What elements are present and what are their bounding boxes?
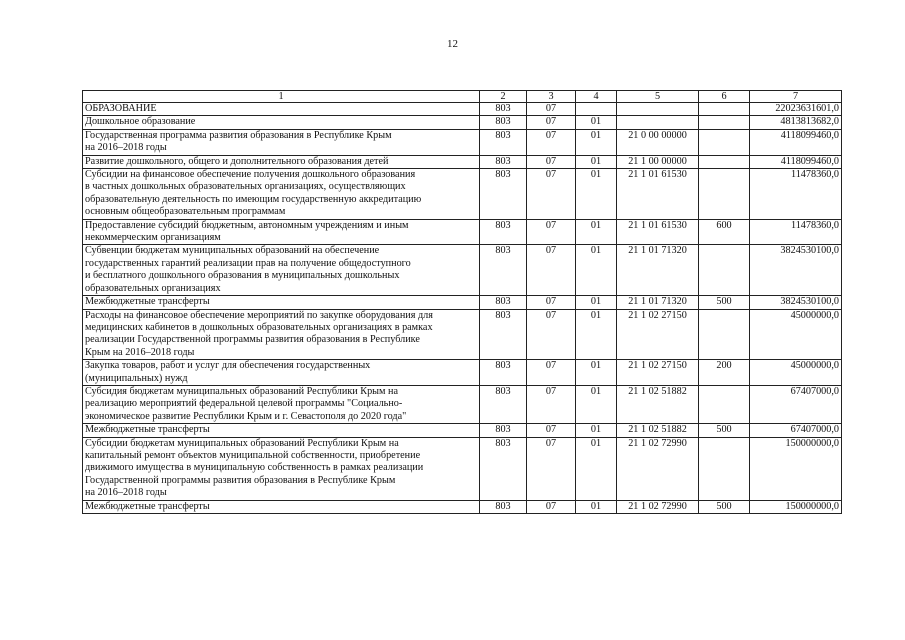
subsection-code-cell: 01: [576, 309, 617, 360]
amount-cell: 4118099460,0: [750, 129, 842, 155]
section-code-cell: 07: [527, 129, 576, 155]
ministry-code-cell: 803: [480, 245, 527, 296]
section-code-cell: 07: [527, 245, 576, 296]
page-number: 12: [447, 38, 458, 50]
subsection-code-cell: 01: [576, 385, 617, 423]
ministry-code-cell: 803: [480, 219, 527, 245]
row-name-cell: ОБРАЗОВАНИЕ: [83, 103, 480, 116]
ministry-code-cell: 803: [480, 129, 527, 155]
table-row: [83, 437, 842, 500]
expense-type-cell: [699, 385, 750, 423]
expense-type-cell: 500: [699, 424, 750, 437]
expense-type-cell: [699, 116, 750, 129]
target-code-cell: 21 1 02 27150: [617, 309, 699, 360]
row-name-cell: Развитие дошкольного, общего и дополнительного образования детей: [83, 155, 480, 168]
amount-cell: 22023631601,0: [750, 103, 842, 116]
expense-type-cell: [699, 309, 750, 360]
ministry-code-cell: 803: [480, 155, 527, 168]
row-name-cell: Предоставление субсидий бюджетным, автономным учреждениям и иным некоммерческим организациям: [83, 219, 480, 245]
section-code-cell: 07: [527, 360, 576, 386]
expense-type-cell: 500: [699, 500, 750, 513]
expense-type-cell: 500: [699, 296, 750, 309]
row-name-cell: Межбюджетные трансферты: [83, 424, 480, 437]
target-code-cell: 21 1 02 72990: [617, 500, 699, 513]
target-code-cell: 21 0 00 00000: [617, 129, 699, 155]
table-row: [83, 245, 842, 296]
section-code-cell: 07: [527, 155, 576, 168]
ministry-code-cell: 803: [480, 309, 527, 360]
amount-cell: 4118099460,0: [750, 155, 842, 168]
amount-cell: 11478360,0: [750, 219, 842, 245]
ministry-code-cell: 803: [480, 296, 527, 309]
subsection-code-cell: 01: [576, 219, 617, 245]
column-header: 7: [750, 91, 842, 103]
table-row: [83, 169, 842, 220]
column-header: 5: [617, 91, 699, 103]
target-code-cell: 21 1 01 71320: [617, 245, 699, 296]
ministry-code-cell: 803: [480, 424, 527, 437]
amount-cell: 67407000,0: [750, 385, 842, 423]
section-code-cell: 07: [527, 385, 576, 423]
target-code-cell: 21 1 02 51882: [617, 385, 699, 423]
ministry-code-cell: 803: [480, 360, 527, 386]
table-row: [83, 296, 842, 309]
table-row: [83, 360, 842, 386]
subsection-code-cell: 01: [576, 116, 617, 129]
expense-type-cell: 200: [699, 360, 750, 386]
amount-cell: 67407000,0: [750, 424, 842, 437]
amount-cell: 4813813682,0: [750, 116, 842, 129]
amount-cell: 45000000,0: [750, 360, 842, 386]
expense-type-cell: [699, 437, 750, 500]
expense-type-cell: [699, 129, 750, 155]
expense-type-cell: [699, 245, 750, 296]
target-code-cell: [617, 103, 699, 116]
table-row: [83, 155, 842, 168]
column-header: 2: [480, 91, 527, 103]
table-row: [83, 385, 842, 423]
section-code-cell: 07: [527, 219, 576, 245]
section-code-cell: 07: [527, 437, 576, 500]
ministry-code-cell: 803: [480, 500, 527, 513]
subsection-code-cell: 01: [576, 360, 617, 386]
ministry-code-cell: 803: [480, 103, 527, 116]
subsection-code-cell: 01: [576, 437, 617, 500]
amount-cell: 150000000,0: [750, 500, 842, 513]
row-name-cell: Расходы на финансовое обеспечение мероприятий по закупке оборудования для медицинских кабинетов в дошкольных образовательных организациях в рамках реализации Государственной программы развития образования в Республике Крым на 2016–2018 годы: [83, 309, 480, 360]
table-row: [83, 424, 842, 437]
row-name-cell: Дошкольное образование: [83, 116, 480, 129]
subsection-code-cell: 01: [576, 129, 617, 155]
row-name-cell: Закупка товаров, работ и услуг для обеспечения государственных (муниципальных) нужд: [83, 360, 480, 386]
row-name-cell: Межбюджетные трансферты: [83, 296, 480, 309]
amount-cell: 11478360,0: [750, 169, 842, 220]
column-header: 4: [576, 91, 617, 103]
table-row: [83, 129, 842, 155]
section-code-cell: 07: [527, 116, 576, 129]
ministry-code-cell: 803: [480, 385, 527, 423]
table-row: [83, 309, 842, 360]
section-code-cell: 07: [527, 309, 576, 360]
expense-type-cell: [699, 155, 750, 168]
ministry-code-cell: 803: [480, 116, 527, 129]
subsection-code-cell: 01: [576, 296, 617, 309]
expense-type-cell: [699, 103, 750, 116]
row-name-cell: Межбюджетные трансферты: [83, 500, 480, 513]
target-code-cell: 21 1 01 61530: [617, 169, 699, 220]
amount-cell: 45000000,0: [750, 309, 842, 360]
column-header: 3: [527, 91, 576, 103]
expense-type-cell: 600: [699, 219, 750, 245]
budget-table: [82, 90, 842, 514]
column-header: 6: [699, 91, 750, 103]
expense-type-cell: [699, 169, 750, 220]
target-code-cell: [617, 116, 699, 129]
section-code-cell: 07: [527, 169, 576, 220]
section-code-cell: 07: [527, 103, 576, 116]
table-row: [83, 500, 842, 513]
table-header-row: [83, 91, 842, 103]
target-code-cell: 21 1 00 00000: [617, 155, 699, 168]
target-code-cell: 21 1 02 51882: [617, 424, 699, 437]
target-code-cell: 21 1 01 61530: [617, 219, 699, 245]
row-name-cell: Субсидии бюджетам муниципальных образований Республики Крым на капитальный ремонт объектов муниципальной собственности, приобретение движимого имущества в муниципальную собственность в рамках реализации Государственной программы развития образования в Республике Крым на 2016–2018 годы: [83, 437, 480, 500]
table-row: [83, 116, 842, 129]
amount-cell: 3824530100,0: [750, 245, 842, 296]
subsection-code-cell: 01: [576, 245, 617, 296]
section-code-cell: 07: [527, 500, 576, 513]
table-row: [83, 219, 842, 245]
subsection-code-cell: 01: [576, 169, 617, 220]
amount-cell: 3824530100,0: [750, 296, 842, 309]
ministry-code-cell: 803: [480, 437, 527, 500]
row-name-cell: Субсидия бюджетам муниципальных образований Республики Крым на реализацию мероприятий федеральной целевой программы "Социально- экономическое развитие Республики Крым и г. Севастополя до 2020 года": [83, 385, 480, 423]
subsection-code-cell: 01: [576, 424, 617, 437]
table-row: [83, 103, 842, 116]
section-code-cell: 07: [527, 296, 576, 309]
amount-cell: 150000000,0: [750, 437, 842, 500]
section-code-cell: 07: [527, 424, 576, 437]
column-header: 1: [83, 91, 480, 103]
target-code-cell: 21 1 02 27150: [617, 360, 699, 386]
subsection-code-cell: 01: [576, 155, 617, 168]
target-code-cell: 21 1 01 71320: [617, 296, 699, 309]
subsection-code-cell: 01: [576, 500, 617, 513]
subsection-code-cell: [576, 103, 617, 116]
row-name-cell: Субвенции бюджетам муниципальных образований на обеспечение государственных гарантий реализации прав на получение общедоступного и бесплатного дошкольного образования в муниципальных дошкольных образовательных организациях: [83, 245, 480, 296]
row-name-cell: Субсидии на финансовое обеспечение получения дошкольного образования в частных дошкольных образовательных организациях, осуществляющих образовательную деятельность по имеющим государственную аккредитацию основным общеобразовательным программам: [83, 169, 480, 220]
row-name-cell: Государственная программа развития образования в Республике Крым на 2016–2018 годы: [83, 129, 480, 155]
target-code-cell: 21 1 02 72990: [617, 437, 699, 500]
ministry-code-cell: 803: [480, 169, 527, 220]
